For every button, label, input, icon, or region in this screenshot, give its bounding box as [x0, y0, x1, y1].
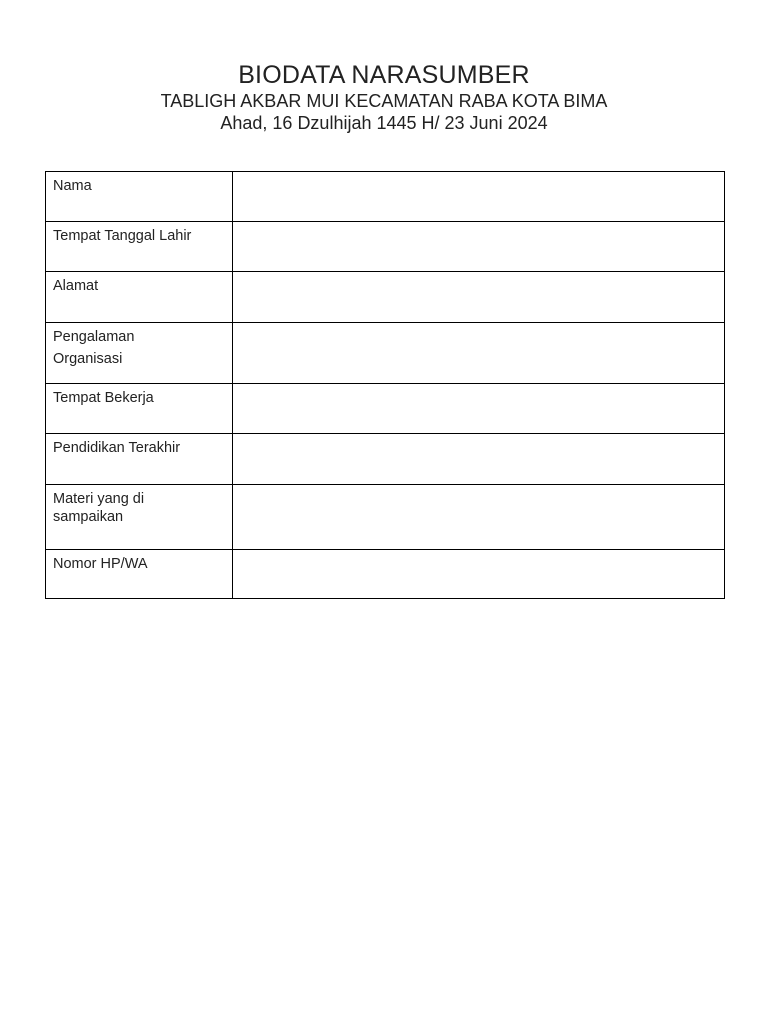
- label-tempat-tanggal-lahir: Tempat Tanggal Lahir: [46, 222, 233, 272]
- field-pengalaman-organisasi[interactable]: [233, 323, 725, 384]
- table-row-alamat: [46, 272, 725, 323]
- document-header: [0, 60, 768, 134]
- document-title: BIODATA NARASUMBER: [238, 61, 530, 89]
- label-materi: [46, 485, 233, 550]
- label-nomor-hp: Nomor HP/WA: [46, 550, 233, 599]
- table-row-nama: [46, 172, 725, 222]
- biodata-form-table: [45, 171, 725, 599]
- field-nama[interactable]: [233, 172, 725, 222]
- table-row-nomor-hp: [46, 550, 725, 599]
- table-row-materi: [46, 485, 725, 550]
- label-line: Pengalaman: [53, 329, 135, 345]
- field-alamat[interactable]: [233, 272, 725, 323]
- event-date: Ahad, 16 Dzulhijah 1445 H/ 23 Juni 2024: [220, 113, 548, 133]
- field-nomor-hp[interactable]: [233, 550, 725, 599]
- table-row-pendidikan-terakhir: [46, 434, 725, 485]
- field-tempat-tanggal-lahir[interactable]: [233, 222, 725, 272]
- table-row-pengalaman-organisasi: [46, 323, 725, 384]
- event-name: TABLIGH AKBAR MUI KECAMATAN RABA KOTA BIMA: [160, 91, 608, 111]
- field-tempat-bekerja[interactable]: [233, 384, 725, 434]
- label-pengalaman-organisasi: [46, 323, 233, 384]
- field-pendidikan-terakhir[interactable]: [233, 434, 725, 485]
- label-nama: Nama: [46, 172, 233, 222]
- label-alamat: Alamat: [46, 272, 233, 323]
- label-line: Materi yang di: [53, 491, 145, 507]
- table-row-tempat-tanggal-lahir: [46, 222, 725, 272]
- table-row-tempat-bekerja: [46, 384, 725, 434]
- label-tempat-bekerja: Tempat Bekerja: [46, 384, 233, 434]
- label-line: Organisasi: [53, 351, 123, 367]
- label-pendidikan-terakhir: Pendidikan Terakhir: [46, 434, 233, 485]
- field-materi[interactable]: [233, 485, 725, 550]
- label-line: sampaikan: [53, 509, 124, 525]
